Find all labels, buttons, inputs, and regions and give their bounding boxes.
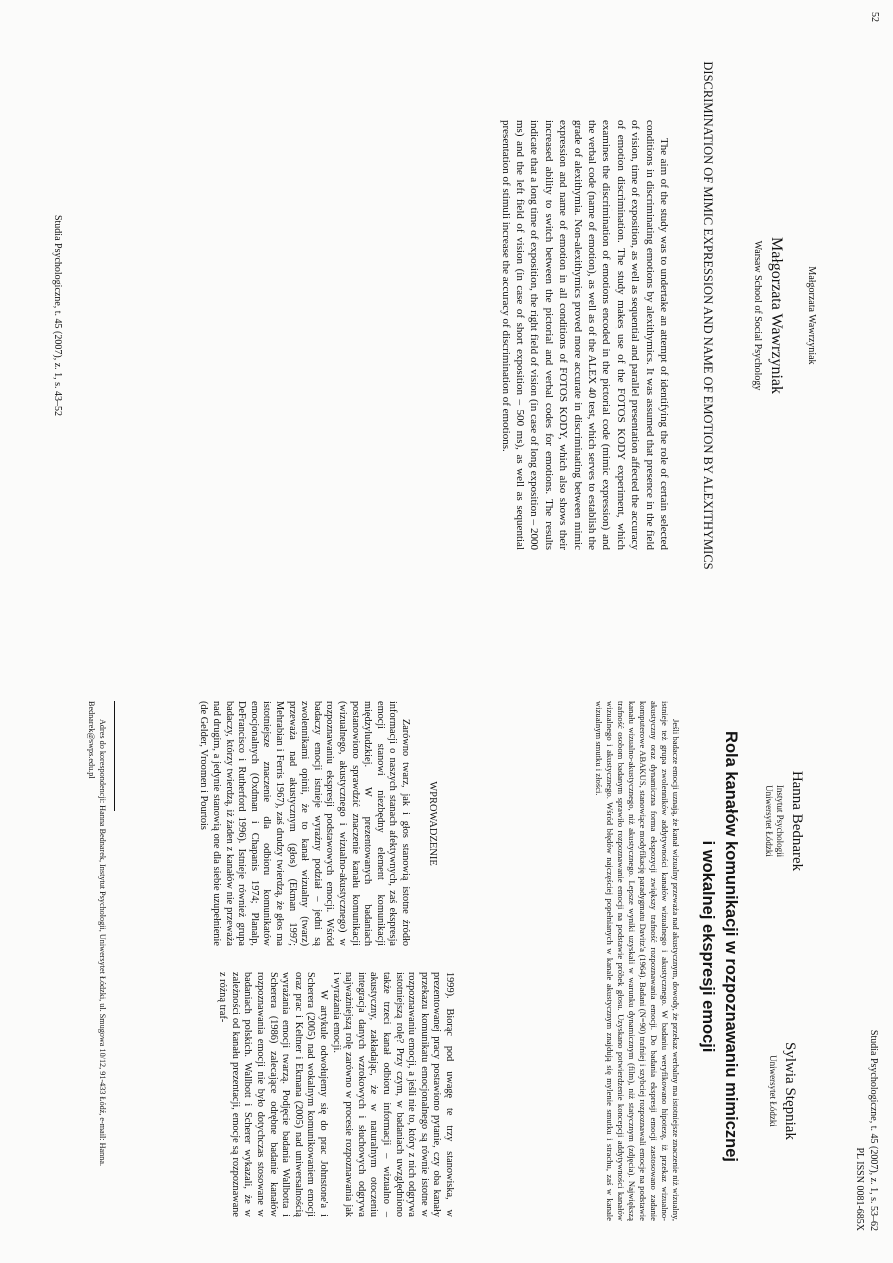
right-page: [0, 631, 893, 1262]
footnote-rule: [114, 701, 115, 811]
running-head: Małgorzata Wawrzyniak: [806, 266, 817, 365]
article-title-line1: Rola kanałów komunikacji w rozpoznawaniu mimicznej: [722, 731, 740, 1162]
journal-reference: Studia Psychologiczne, t. 45 (2007), z. 1, s. 53–62: [868, 1029, 879, 1231]
abstract-text: Jeśli badacze emocji uznają, że kanał wizualny przeważa nad akustycznym, dowody, że przekaz werbalny ma istotniejsze znaczenie niż wizualny, istnieje też grupa zwolenników addytywności kanałów wizualnego i akustycznego. W badaniu weryfikowano hipotezę, iż przekaz wizualno-akustyczny oraz dynamiczna forma ekspozycji zwiększy trafność rozpoznawania emocji. Do badania ekspresji emocji zastosowano zadanie komputerowe ABAKUS, stanowiące modyfikację paradygmatu Davitz'a (1964). Badani (N=90) trafniej i szybciej rozpoznawali emocje na podstawie kanału wizualno-akustycznego, niż akustycznego. Lepsze wyniki uzyskali w warunku dynamicznym (film), niż statycznym (zdjęcia). Największą trafność osobom badanym sprawiło rozpoznawanie emocji na podstawie próbek głosu. Uzyskano potwierdzenie koncepcji addytywności kanałów wizualnego i akustycznego. Wśród błędów najczęściej popełnianych w kanale akustycznym znajdują się mylenie smutku i strachu, zaś w kanale wizualnym smutku i złości.: [594, 701, 681, 1221]
page-number: 52: [869, 12, 880, 22]
footnote: [86, 701, 107, 1221]
scan-noise: [590, 180, 650, 340]
footer: Studia Psychologiczne, t. 45 (2007), z. 1, s. 43–52: [52, 214, 63, 417]
author2-affiliation: Uniwersytet Łódzki: [768, 1055, 778, 1127]
abstract-text: The aim of the study was to undertake an attempt of identifying the role of certain selected conditions in discriminating emotions by alexithymics. It was assumed that presence in the field of vision, time of exposition, as well as sequential and parallel presentation affected the accuracy of emotion discrimination. The study makes use of the FOTOS KODY experiment, which examines the discrimination of emotions encoded in the pictorial code (mimic expression) and the verbal code (name of emotion), as well as of the ALEX 40 test, which serves to establish the grade of alexithymia. Non-alexithymics proved more accurate in discriminating between mimic expression and name of emotion in all conditions of FOTOS KODY, which also shows their increased ability to switch between the pictorial and verbal codes for emotions. The results indicate that a long time of exposition, the right field of vision (in case of long exposition – 2000 ms) and the left field of vision (in case of short exposition – 500 ms), as well as sequential presentation of stimuli increase the accuracy of discrimination of emotions.: [499, 120, 670, 550]
footnote-line1: Adres do korespondencji: Hanna Bednarek, Instytut Psychologii, Uniwersytet Łódzki, ul. Smugowa 10/12, 91-433 Łódź, e-mail: Hanna.: [98, 719, 107, 1167]
left-page: [0, 0, 893, 631]
author1-affiliation-line1: Instytut Psychologii: [775, 784, 785, 858]
article-title-line2: i wokalnej ekspresji emocji: [699, 840, 717, 1053]
issn: PL ISSN 0081-685X: [854, 1147, 865, 1231]
author-affiliation: Warsaw School of Social Psychology: [752, 240, 763, 391]
author1-name: Hanna Bednarek: [789, 770, 805, 872]
section-heading: WPROWADZENIE: [427, 781, 438, 866]
footnote-line2: Bednarek@swps.edu.pl: [87, 701, 97, 779]
author2-name: Sylwia Stępniak: [782, 1042, 798, 1140]
body-column-2: [216, 972, 455, 1217]
article-title: DISCRIMINATION OF MIMIC EXPRESSION AND NAME OF EMOTION BY ALEXITHYMICS: [701, 61, 715, 570]
abstract: [593, 701, 681, 1221]
author-name: Małgorzata Wawrzyniak: [768, 236, 785, 394]
body-column-1: [197, 701, 411, 946]
body-paragraph: Zarówno twarz, jak i głos stanowią istotne źródło informacji o naszych stanach afektywnych, zaś ekspresja emocji stanowi niezbędny element komunikacji międzyludzkiej. W prezentowanych badaniach postanowiono sprawdzić znaczenie kanału komunikacji (wizualnego, akustycznego i wizualno-akustycznego) w rozpoznawaniu ekspresji podstawowych emocji. Wśród badaczy emocji istnieje wyraźny podział – jedni są zwolennikami opinii, że to kanał wizualny (twarz) przeważa nad akustycznym (głos) (Ekman 1997; Mehrabian i Ferris 1967), zaś drudzy twierdzą, że głos ma istotniejsze znaczenie dla odbioru komunikatów emocjonalnych (Oxdman i Chapanis 1974; Planalp, DeFrancisco i Rutherford 1996). Istnieje również grupa badaczy, którzy twierdzą, iż żaden z kanałów nie przeważa nad drugim, a jedynie stanowią one dla siebie uzupełnienie (de Gelder, Vroomen i Pourtois: [198, 701, 411, 946]
body-paragraph: W artykule odwołujemy się do prac Johnstone'a i Scherera (2005) nad wokalnym komunikowaniem emocji oraz prac i Keltner i Ekmana (2005) nad uniwersalnością wyrażania emocji twarzą. Podjęcie badania Wallbotta i Scherera (1986) zalecające odrębne badanie kanałów rozpoznawania emocji nie było dotychczas stosowane w badaniach polskich. Wallbott i Scherer wykazali, że w zależności od kanału prezentacji, emocje są rozpoznawane z różną traf-: [217, 972, 330, 1217]
author1-affiliation-line2: Uniwersytet Łódzki: [764, 785, 774, 857]
body-paragraph: 1999). Biorąc pod uwagę te trzy stanowiska, w prezentowanej pracy postawiono pytanie, czy oba kanały przekazu komunikatu emocjonalnego są równie istotne w rozpoznawaniu emocji, a jeśli nie to, który z nich odgrywa istotniejszą rolę? Przy czym, w badaniach uwzględniono także trzeci kanał odbioru informacji – wizualno – akustyczny, zakładając, że w naturalnym otoczeniu integracja danych wzrokowych i słuchowych odgrywa najważniejszą rolę zarówno w procesie rozpoznawania jak i wyrażania emocji.: [330, 972, 455, 1217]
